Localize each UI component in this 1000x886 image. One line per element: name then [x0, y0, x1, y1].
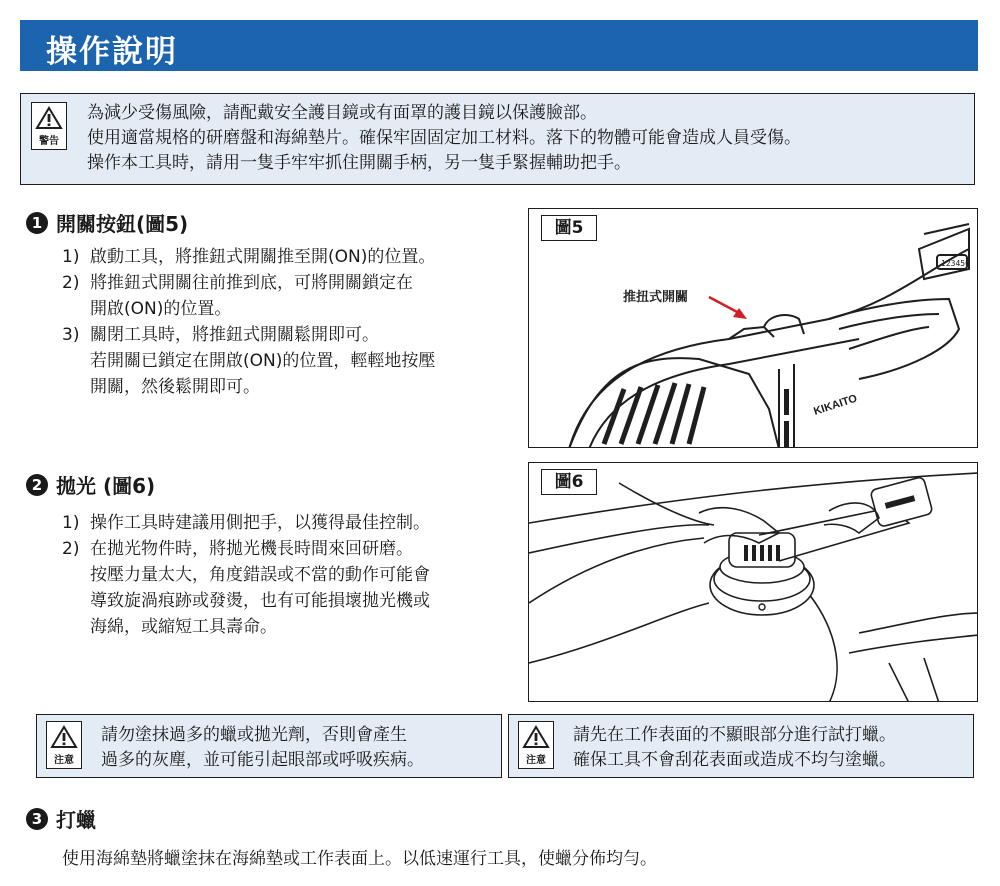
list-item: 3) 關閉工具時，將推鈕式開關鬆開即可。 若開關已鎖定在開啟(ON)的位置，輕輕地按壓 開關，然後鬆開即可。: [62, 325, 436, 397]
list-item: 2) 在拋光物件時，將拋光機長時間來回研磨。 按壓力量太大，角度錯誤或不當的動作可能會 導致旋渦痕跡或發燙，也有可能損壞拋光機或 海綿，或縮短工具壽命。: [62, 539, 430, 637]
caution-text: 請勿塗抹過多的蠟或拋光劑，否則會產生 過多的灰塵，並可能引起眼部或呼吸疾病。: [101, 725, 424, 770]
list-item: 2) 將推鈕式開關往前推到底，可將開關鎖定在 開啟(ON)的位置。: [62, 273, 413, 319]
title-bar: [20, 20, 978, 71]
list-item: 1) 操作工具時建議用側把手，以獲得最佳控制。: [62, 513, 430, 533]
figure-6-label: 圖6: [541, 469, 597, 495]
warning-text: [87, 101, 801, 176]
section3-number: 3: [26, 808, 48, 830]
section1-title: 開關按鈕(圖5): [56, 212, 189, 236]
warning-line: 使用適當規格的研磨盤和海綿墊片。確保牢固固定加工材料。落下的物體可能會造成人員受傷。: [87, 128, 801, 148]
section1-heading: [26, 208, 188, 237]
polisher-switch-illustration: [529, 209, 978, 448]
section3-heading: [26, 804, 96, 833]
list-item: 1) 啟動工具，將推鈕式開關推至開(ON)的位置。: [62, 247, 436, 267]
section1-number: 1: [26, 212, 48, 234]
warning-line: 為減少受傷風險，請配戴安全護目鏡或有面罩的護目鏡以保護臉部。: [87, 103, 597, 123]
caution-badge-label: 注意: [526, 755, 546, 766]
caution-badge: [518, 721, 554, 769]
figure-5-dial: 123456: [941, 259, 970, 268]
section3-text: 使用海綿墊將蠟塗抹在海綿墊或工作表面上。以低速運行工具，使蠟分佈均勻。: [62, 849, 657, 869]
polishing-illustration: [529, 463, 978, 702]
warning-badge: [31, 102, 67, 150]
warning-line: 操作本工具時，請用一隻手牢牢抓住開關手柄，另一隻手緊握輔助把手。: [87, 153, 631, 173]
caution-triangle-icon: [522, 725, 550, 749]
figure-5-label: 圖5: [541, 215, 597, 241]
caution-box-1: [36, 714, 502, 778]
section2-number: 2: [26, 474, 48, 496]
section3-title: 打蠟: [56, 808, 96, 832]
caution-triangle-icon: [50, 725, 78, 749]
section1-list: [62, 244, 435, 400]
figure-5-brand: KIKAITO: [812, 392, 859, 418]
section2-title: 拋光 (圖6): [56, 474, 156, 498]
warning-triangle-icon: [35, 106, 63, 130]
figure-6: [528, 462, 978, 702]
figure-5: [528, 208, 978, 448]
caution-badge: [46, 721, 82, 769]
warning-box: [20, 93, 975, 185]
figure-5-callout: 推扭式開關: [623, 290, 689, 305]
page-title: 操作說明: [46, 34, 178, 70]
callout-arrow-icon: [709, 297, 739, 313]
caution-box-2: [508, 714, 974, 778]
warning-badge-label: 警告: [39, 136, 59, 147]
section2-heading: [26, 470, 155, 499]
section2-list: [62, 510, 430, 640]
caution-badge-label: 注意: [54, 755, 74, 766]
caution-text: 請先在工作表面的不顯眼部分進行試打蠟。 確保工具不會刮花表面或造成不均勻塗蠟。: [573, 725, 896, 770]
